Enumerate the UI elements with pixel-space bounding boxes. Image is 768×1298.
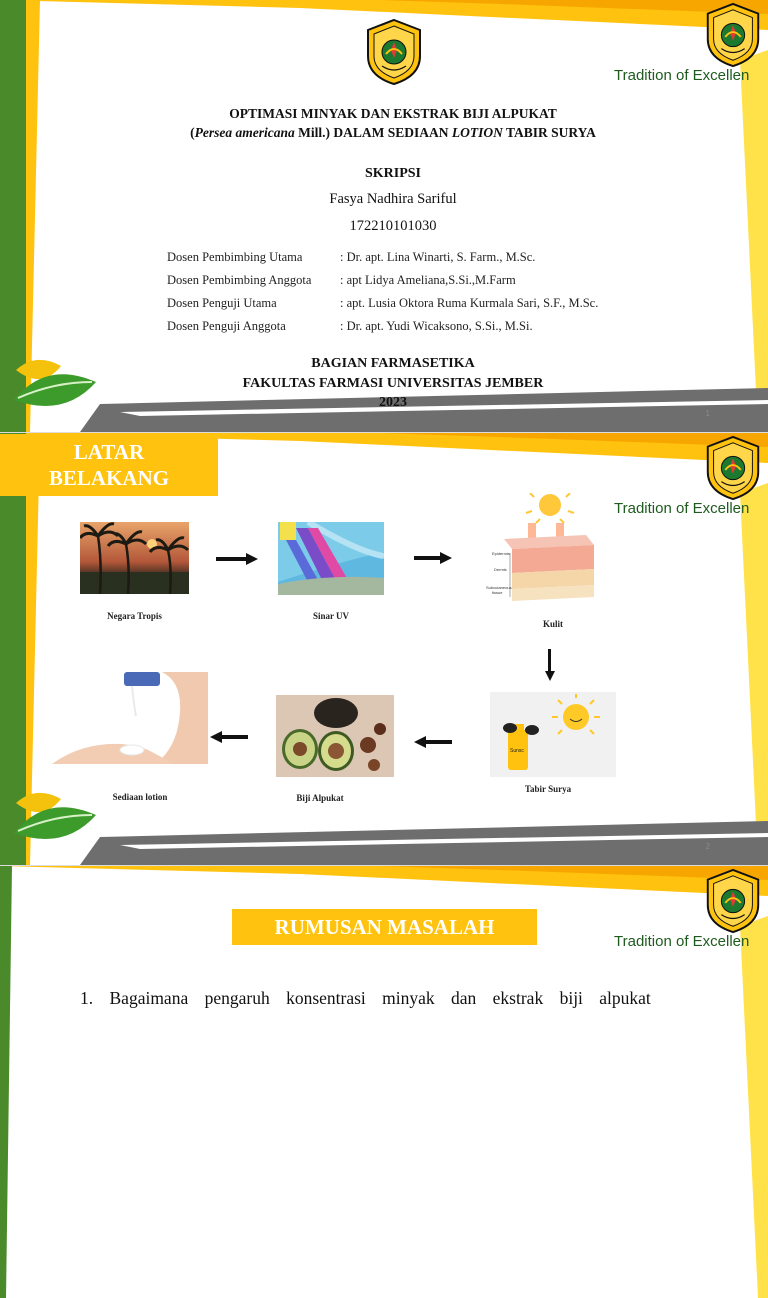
committee-row: Dosen Pembimbing Utama : Dr. apt. Lina Winarti, S. Farm., M.Sc. xyxy=(167,250,536,264)
section-header-rumusan-masalah: RUMUSAN MASALAH xyxy=(232,909,537,945)
page-number: 2 xyxy=(705,842,710,851)
caption-sinar-uv: Sinar UV xyxy=(312,611,350,621)
document-type: SKRIPSI xyxy=(364,166,422,181)
slide-3[interactable] xyxy=(0,866,768,1298)
faculty: FAKULTAS FARMASI UNIVERSITAS JEMBER xyxy=(242,375,544,391)
caption-negara-tropis: Negara Tropis xyxy=(107,611,162,621)
skin-layers-image xyxy=(486,493,598,613)
lotion-hand-image xyxy=(52,672,208,772)
committee-row: Dosen Pembimbing Anggota : apt Lidya Ameliana,S.Si.,M.Farm xyxy=(167,273,516,287)
institution-block xyxy=(0,354,768,413)
slide-2[interactable] xyxy=(0,433,768,865)
caption-tabir-surya: Tabir Surya xyxy=(524,784,572,794)
svg-text:Epidermis: Epidermis xyxy=(492,551,510,556)
tropical-palm-image xyxy=(80,522,189,594)
arrow-right-icon xyxy=(216,551,258,567)
arrow-left-icon xyxy=(414,734,452,750)
section-header-latar-belakang: LATAR BELAKANG xyxy=(0,434,218,496)
arrow-right-icon xyxy=(414,550,452,566)
arrow-left-icon xyxy=(210,729,248,745)
department: BAGIAN FARMASETIKA xyxy=(311,356,475,371)
tagline: Tradition of Excellen xyxy=(614,500,750,517)
author-name: Fasya Nadhira Sariful xyxy=(329,191,457,207)
sunscreen-image xyxy=(490,692,616,777)
caption-kulit: Kulit xyxy=(542,619,563,629)
student-id: 172210101030 xyxy=(349,218,437,234)
university-logo xyxy=(360,18,428,86)
svg-text:Dermis: Dermis xyxy=(494,567,507,572)
tagline: Tradition of Excellen xyxy=(614,67,750,84)
tagline: Tradition of Excellen xyxy=(614,933,750,950)
problem-statement-1: 1. Bagaimana pengaruh konsentrasi minyak dan ekstrak biji alpukat xyxy=(80,988,651,1008)
avocado-seed-image xyxy=(276,695,394,777)
year: 2023 xyxy=(379,395,407,410)
svg-text:Subcutaneous: Subcutaneous xyxy=(486,585,512,590)
uv-ray-image xyxy=(278,522,384,595)
committee-row: Dosen Penguji Anggota : Dr. apt. Yudi Wicaksono, S.Si., M.Si. xyxy=(167,319,533,333)
caption-biji-alpukat: Biji Alpukat xyxy=(296,793,344,803)
caption-sediaan-lotion: Sediaan lotion xyxy=(112,792,168,802)
university-logo-corner xyxy=(700,435,766,501)
title-species: Persea americana xyxy=(194,125,295,140)
svg-text:tissue: tissue xyxy=(492,590,503,595)
thesis-title xyxy=(0,104,768,142)
title-line-2: (Persea americana Mill.) DALAM SEDIAAN LOTION TABIR SURYA xyxy=(190,125,596,140)
committee-row: Dosen Penguji Utama : apt. Lusia Oktora Ruma Kurmala Sari, S.F., M.Sc. xyxy=(167,296,599,310)
svg-text:Sunsc: Sunsc xyxy=(510,748,524,754)
title-line-1: OPTIMASI MINYAK DAN EKSTRAK BIJI ALPUKAT xyxy=(229,106,557,121)
slide-1[interactable] xyxy=(0,0,768,432)
arrow-down-icon xyxy=(543,649,557,681)
committee-list xyxy=(167,250,598,342)
page-number: 1 xyxy=(705,409,710,418)
university-logo-corner xyxy=(700,2,766,68)
title-lotion: LOTION xyxy=(451,125,503,140)
university-logo-corner xyxy=(700,868,766,934)
